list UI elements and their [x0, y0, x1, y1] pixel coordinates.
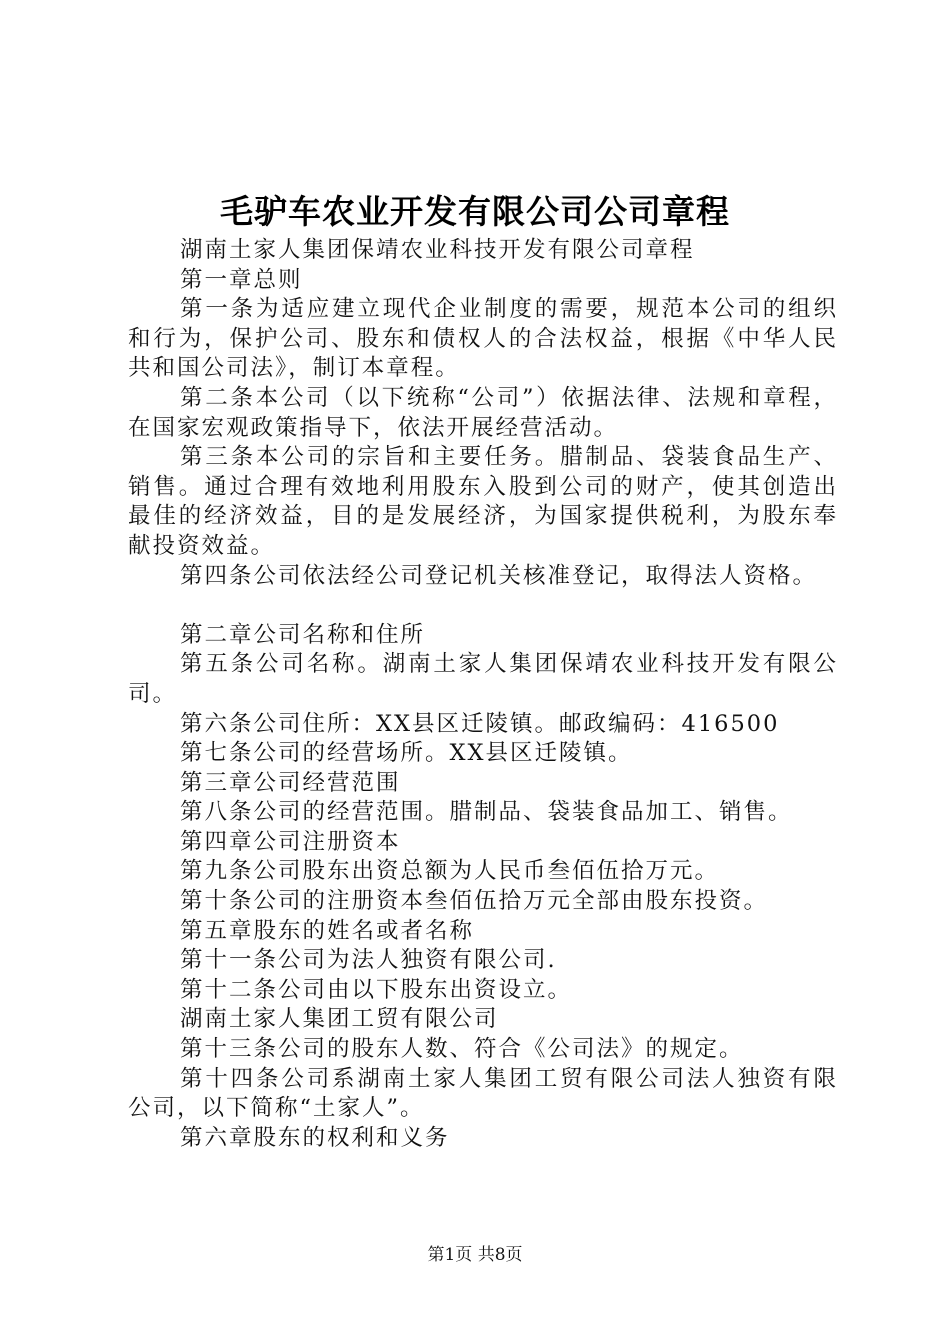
chapter-5-heading: 第五章股东的姓名或者名称	[180, 917, 475, 944]
article-7: 第七条公司的经营场所。XX县区迁陵镇。	[180, 740, 633, 767]
article-8: 第八条公司的经营范围。腊制品、袋装食品加工、销售。	[180, 799, 793, 826]
paragraph-company-charter: 湖南土家人集团保靖农业科技开发有限公司章程	[180, 237, 695, 263]
article-1: 第一条为适应建立现代企业制度的需要，规范本公司的组织和行为，保护公司、股东和债权人的合法权益，根据《中华人民共和国公司法》，制订本章程。	[128, 296, 838, 382]
article-13: 第十三条公司的股东人数、符合《公司法》的规定。	[180, 1036, 744, 1063]
chapter-3-heading: 第三章公司经营范围	[180, 769, 401, 796]
article-11: 第十一条公司为法人独资有限公司.	[180, 947, 557, 974]
article-5: 第五条公司名称。湖南土家人集团保靖农业科技开发有限公司。	[128, 651, 838, 707]
article-4: 第四条公司依法经公司登记机关核准登记，取得法人资格。	[180, 562, 818, 589]
article-9: 第九条公司股东出资总额为人民币叁佰伍拾万元。	[180, 858, 720, 885]
article-2: 第二条本公司（以下统称“公司”）依据法律、法规和章程，在国家宏观政策指导下，依法开展经营活动。	[128, 384, 838, 441]
document-title: 毛驴车农业开发有限公司公司章程	[220, 192, 730, 231]
document-body	[128, 236, 838, 1153]
chapter-1-heading: 第一章总则	[180, 266, 303, 293]
chapter-6-heading: 第六章股东的权利和义务	[180, 1124, 450, 1151]
article-12: 第十二条公司由以下股东出资设立。	[180, 976, 573, 1003]
article-10: 第十条公司的注册资本叁佰伍拾万元全部由股东投资。	[180, 888, 769, 915]
article-6: 第六条公司住所：XX县区迁陵镇。邮政编码：416500	[180, 710, 780, 737]
article-14: 第十四条公司系湖南土家人集团工贸有限公司法人独资有限公司，以下简称“土家人”。	[128, 1065, 838, 1122]
blank-line	[128, 591, 838, 621]
chapter-2-heading: 第二章公司名称和住所	[180, 621, 426, 648]
page-footer: 第1页 共8页	[427, 1245, 523, 1265]
shareholder-name: 湖南土家人集团工贸有限公司	[180, 1006, 499, 1033]
article-3: 第三条本公司的宗旨和主要任务。腊制品、袋装食品生产、销售。通过合理有效地利用股东入股到公司的财产，使其创造出最佳的经济效益，目的是发展经济，为国家提供税利，为股东奉献投资效益。	[128, 444, 838, 559]
chapter-4-heading: 第四章公司注册资本	[180, 828, 401, 855]
